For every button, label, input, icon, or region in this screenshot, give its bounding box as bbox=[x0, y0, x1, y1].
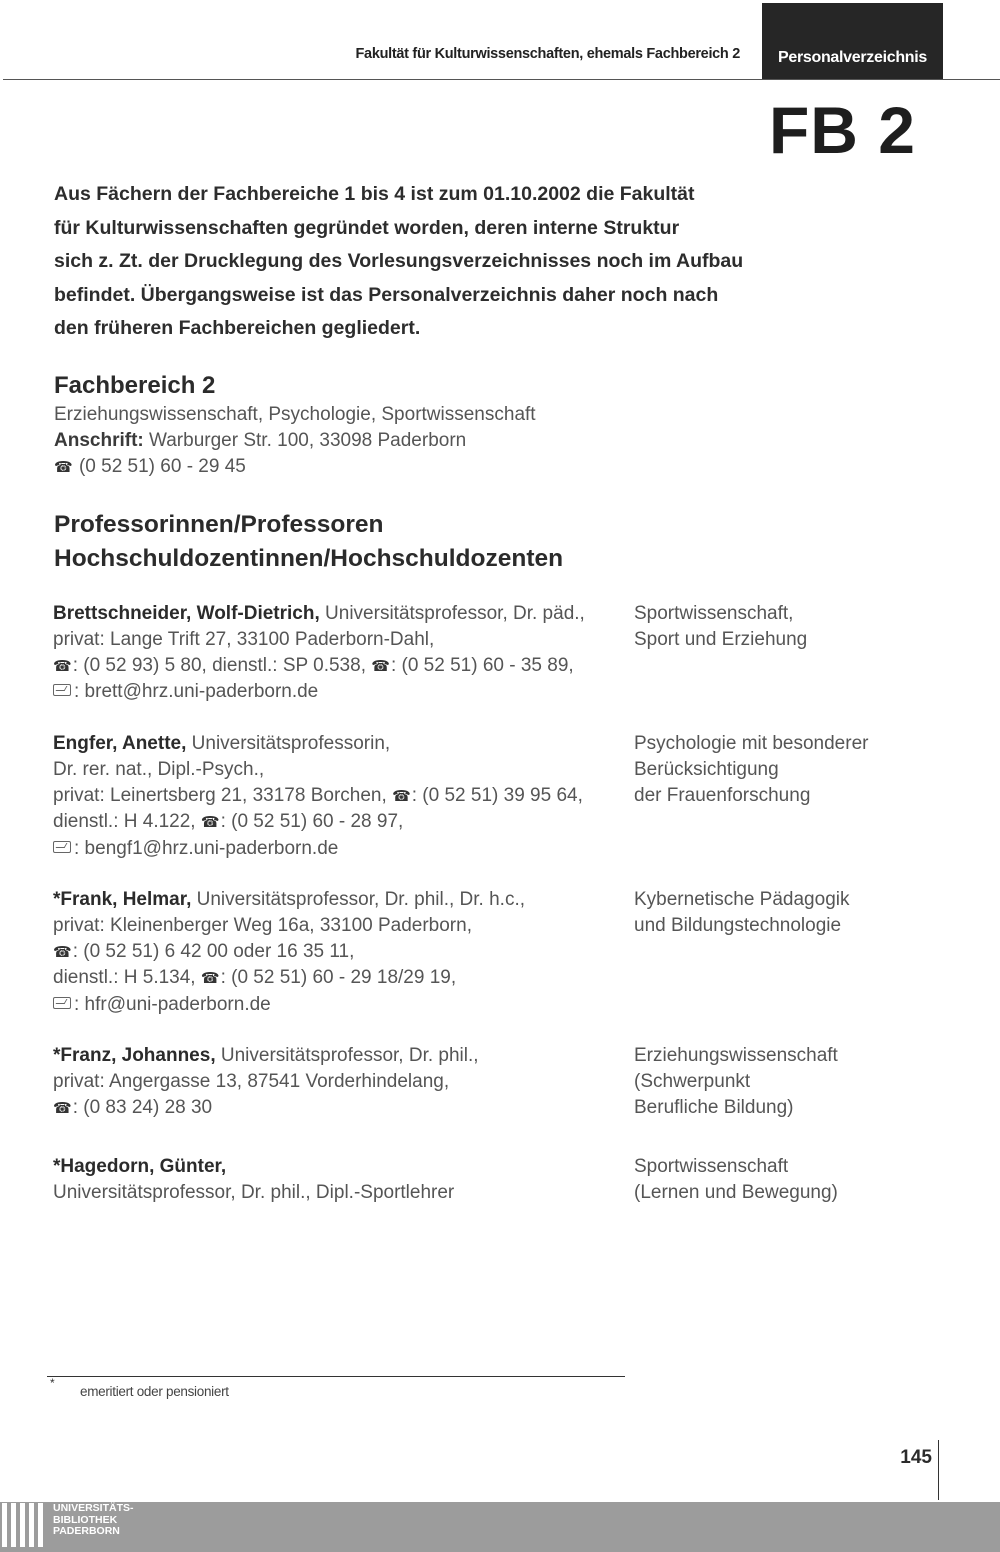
person-subject bbox=[634, 601, 934, 653]
fachbereich-phone bbox=[54, 454, 536, 481]
person-private-address: privat: Lange Trift 27, 33100 Paderborn-Dahl, bbox=[53, 628, 435, 650]
telephone-icon: ☎ bbox=[200, 814, 220, 832]
library-name bbox=[53, 1503, 134, 1538]
person-office: dienstl.: H 4.122, bbox=[53, 811, 201, 833]
fachbereich-address bbox=[54, 428, 536, 454]
person-phone: : (0 52 93) 5 80, dienstl.: SP 0.538, bbox=[72, 654, 372, 676]
telephone-icon: ☎ bbox=[54, 459, 73, 476]
fachbereich-title: Fachbereich 2 bbox=[54, 372, 216, 399]
subject-line: (Lernen und Bewegung) bbox=[634, 1181, 838, 1203]
person-subject bbox=[634, 1043, 934, 1120]
email-icon bbox=[53, 841, 71, 853]
fb-badge: FB 2 bbox=[768, 93, 916, 167]
person-office-phone: : (0 52 51) 60 - 29 18/29 19, bbox=[220, 967, 457, 989]
page-number-rule bbox=[938, 1440, 939, 1500]
person-subject bbox=[634, 887, 934, 939]
person-private-address: privat: Angergasse 13, 87541 Vorderhindelang, bbox=[53, 1070, 450, 1092]
email-icon bbox=[53, 997, 71, 1009]
subject-line: Sportwissenschaft bbox=[634, 1156, 789, 1177]
person-title: Universitätsprofessorin, bbox=[186, 733, 391, 754]
person-email[interactable]: : bengf1@hrz.uni-paderborn.de bbox=[74, 838, 339, 860]
subject-line: Berufliche Bildung) bbox=[634, 1096, 794, 1118]
person-title: Universitätsprofessor, Dr. phil., Dipl.-Sportlehrer bbox=[53, 1181, 455, 1203]
library-line: UNIVERSITÄTS- bbox=[53, 1502, 134, 1514]
header-divider bbox=[3, 79, 1000, 80]
footnote-mark: * bbox=[50, 1376, 55, 1390]
address-value: Warburger Str. 100, 33098 Paderborn bbox=[143, 430, 467, 451]
subject-line: Kybernetische Pädagogik bbox=[634, 889, 850, 910]
library-logo-icon bbox=[2, 1503, 46, 1549]
person-details bbox=[53, 601, 623, 705]
telephone-icon: ☎ bbox=[392, 787, 411, 805]
section-title-line2: Hochschuldozentinnen/Hochschuldozenten bbox=[54, 545, 564, 572]
person-details bbox=[53, 1154, 623, 1206]
telephone-icon: ☎ bbox=[371, 657, 390, 675]
intro-line: befindet. Übergangsweise ist das Personalverzeichnis daher noch nach bbox=[54, 283, 719, 306]
subject-line: Sport und Erziehung bbox=[634, 628, 808, 650]
person-details bbox=[53, 887, 623, 1018]
phone-value: (0 52 51) 60 - 29 45 bbox=[73, 456, 246, 477]
email-icon bbox=[53, 684, 71, 696]
header-section-tab bbox=[762, 3, 943, 80]
library-line: BIBLIOTHEK bbox=[53, 1513, 118, 1526]
person-name: *Hagedorn, Günter, bbox=[53, 1156, 227, 1177]
section-title bbox=[54, 508, 563, 576]
subject-line: Psychologie mit besonderer bbox=[634, 733, 869, 754]
person-office-phone: : (0 52 51) 60 - 28 97, bbox=[220, 811, 404, 833]
subject-line: Berücksichtigung bbox=[634, 758, 779, 780]
person-details bbox=[53, 731, 623, 862]
person-name: *Frank, Helmar, bbox=[53, 889, 192, 910]
person-private-address: privat: Kleinenberger Weg 16a, 33100 Paderborn, bbox=[53, 914, 472, 936]
footnote-text: emeritiert oder pensioniert bbox=[80, 1384, 229, 1399]
fachbereich-info bbox=[54, 402, 536, 481]
subject-line: (Schwerpunkt bbox=[634, 1070, 751, 1092]
person-office: dienstl.: H 5.134, bbox=[53, 967, 201, 989]
subject-line: der Frauenforschung bbox=[634, 784, 811, 806]
header-tab-label: Personalverzeichnis bbox=[777, 49, 928, 66]
telephone-icon: ☎ bbox=[53, 657, 72, 675]
telephone-icon: ☎ bbox=[53, 943, 72, 961]
person-title: Universitätsprofessor, Dr. phil., Dr. h.c., bbox=[191, 889, 526, 910]
person-name: Engfer, Anette, bbox=[53, 733, 187, 754]
library-footer-bar bbox=[0, 1502, 1000, 1552]
person-title: Universitätsprofessor, Dr. phil., bbox=[215, 1045, 479, 1066]
person-title: Universitätsprofessor, Dr. päd., bbox=[319, 603, 585, 624]
subject-line: und Bildungstechnologie bbox=[634, 914, 842, 936]
intro-line: für Kulturwissenschaften gegründet worden, deren interne Struktur bbox=[54, 216, 680, 239]
telephone-icon: ☎ bbox=[53, 1099, 72, 1117]
header-faculty-title: Fakultät für Kulturwissenschaften, ehemals Fachbereich 2 bbox=[355, 46, 740, 62]
telephone-icon: ☎ bbox=[200, 970, 220, 988]
library-line: PADERBORN bbox=[53, 1525, 120, 1537]
person-email[interactable]: : brett@hrz.uni-paderborn.de bbox=[74, 681, 319, 703]
person-phone: : (0 52 51) 6 42 00 oder 16 35 11, bbox=[72, 940, 355, 962]
person-phone: : (0 52 51) 39 95 64, bbox=[411, 784, 583, 806]
intro-line: sich z. Zt. der Drucklegung des Vorlesungsverzeichnisses noch im Aufbau bbox=[54, 250, 744, 272]
address-label: Anschrift: bbox=[54, 430, 144, 451]
person-subject bbox=[634, 731, 934, 808]
person-email[interactable]: : hfr@uni-paderborn.de bbox=[74, 994, 271, 1016]
person-details bbox=[53, 1043, 623, 1121]
person-private-address: privat: Leinertsberg 21, 33178 Borchen, bbox=[53, 784, 393, 806]
person-name: Brettschneider, Wolf-Dietrich, bbox=[53, 603, 320, 624]
intro-line: den früheren Fachbereichen gegliedert. bbox=[54, 317, 421, 339]
page-number: 145 bbox=[900, 1447, 932, 1468]
fachbereich-subjects: Erziehungswissenschaft, Psychologie, Sportwissenschaft bbox=[54, 404, 536, 425]
section-title-line1: Professorinnen/Professoren bbox=[54, 511, 384, 538]
person-degrees: Dr. rer. nat., Dipl.-Psych., bbox=[53, 758, 265, 780]
person-name: *Franz, Johannes, bbox=[53, 1045, 216, 1066]
person-subject bbox=[634, 1154, 934, 1206]
intro-line: Aus Fächern der Fachbereiche 1 bis 4 ist zum 01.10.2002 die Fakultät bbox=[54, 183, 695, 205]
person-phone: : (0 83 24) 28 30 bbox=[72, 1096, 213, 1118]
footnote-divider bbox=[47, 1376, 625, 1377]
person-office-phone: : (0 52 51) 60 - 35 89, bbox=[390, 654, 574, 676]
subject-line: Erziehungswissenschaft bbox=[634, 1045, 838, 1066]
subject-line: Sportwissenschaft, bbox=[634, 603, 794, 624]
intro-paragraph bbox=[54, 178, 754, 346]
